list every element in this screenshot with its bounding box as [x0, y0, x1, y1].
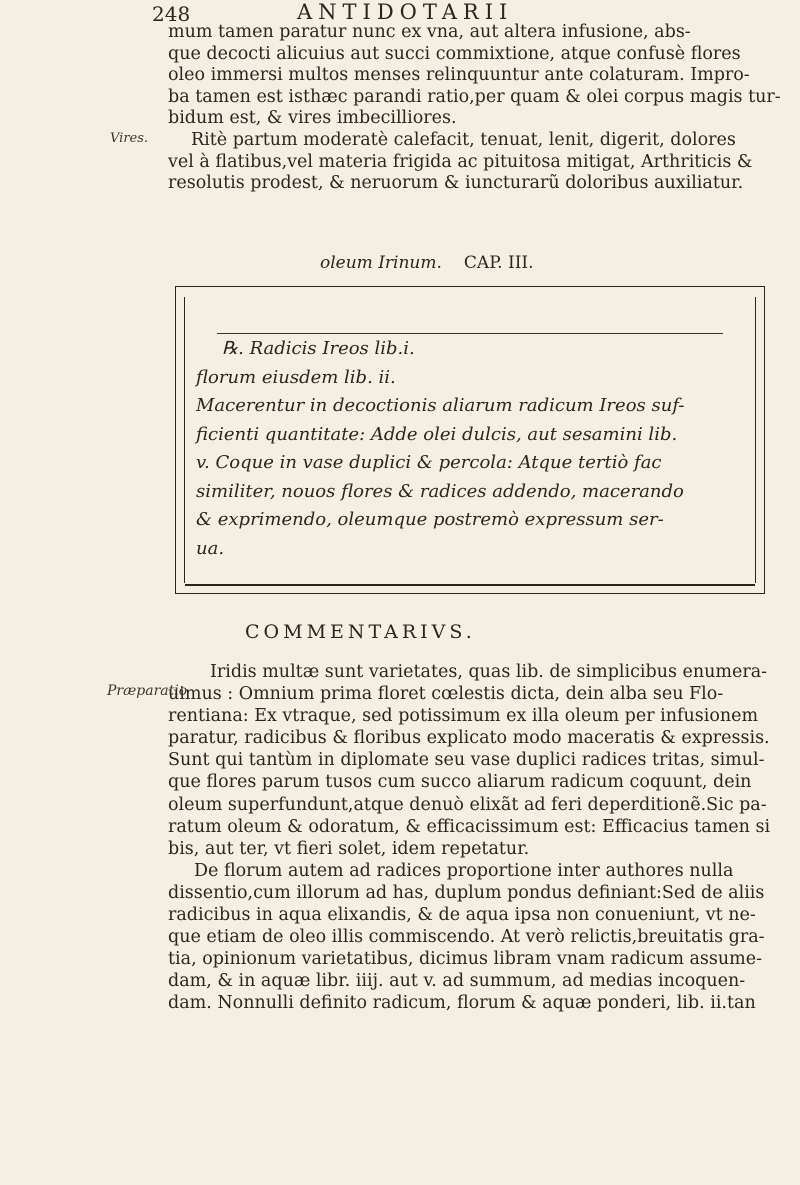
text-line: ba tamen est isthæc parandi ratio,per quam & olei corpus magis tur-: [168, 86, 781, 107]
recipe-line: v. Coque in vase duplici & percola: Atque tertiò fac: [196, 452, 662, 473]
text-line: Iridis multæ sunt varietates, quas lib. de simplicibus enumera-: [210, 662, 768, 682]
text-line: radicibus in aqua elixandis, & de aqua ipsa non conueniunt, vt ne-: [168, 905, 756, 926]
intro-paragraph: [168, 22, 781, 195]
recipe-line: & exprimendo, oleumque postremò expressum ser-: [196, 509, 664, 530]
text-line: dissentio,cum illorum ad has, duplum pondus definiant:Sed de aliis: [168, 882, 765, 903]
recipe-line: similiter, nouos flores & radices addendo, macerando: [196, 480, 684, 502]
text-line: vel à flatibus,vel materia frigida ac pituitosa mitigat, Arthriticis &: [168, 151, 753, 172]
chapter-name: oleum Irinum.: [320, 253, 442, 273]
text-line: uimus : Omnium prima floret cœlestis dicta, dein alba seu Flo-: [168, 684, 724, 705]
recipe-bottom-rule: [185, 584, 755, 586]
text-line: oleo immersi multos menses relinquuntur ante colaturam. Impro-: [168, 65, 750, 86]
page-number: 248: [152, 2, 191, 26]
text-line: que decocti alicuius aut succi commixtione, atque confusè flores: [168, 43, 741, 64]
recipe-line: ℞. Radicis Ireos lib.i.: [222, 338, 415, 359]
text-line: dam, & in aquæ libr. iiij. aut v. ad summum, ad medias incoquen-: [168, 971, 746, 992]
text-line: rentiana: Ex vtraque, sed potissimum ex illa oleum per infusionem: [168, 706, 759, 727]
running-title: ANTIDOTARII: [297, 0, 514, 24]
text-line: resolutis prodest, & neruorum & iuncturarũ doloribus auxiliatur.: [168, 173, 744, 194]
text-line: Sunt qui tantùm in diplomate seu vase duplici radices tritas, simul-: [168, 750, 765, 771]
text-line: dam. Nonnulli definito radicum, florum & aquæ ponderi, lib. ii.tan: [168, 993, 756, 1014]
recipe-line: ficienti quantitate: Adde olei dulcis, aut sesamini lib.: [196, 423, 678, 445]
text-line: que etiam de oleo illis commiscendo. At verò relictis,breuitatis gra-: [168, 927, 765, 948]
recipe-line: ua.: [196, 537, 225, 559]
text-line: ratum oleum & odoratum, & efficacissimum est: Efficacius tamen si: [168, 816, 771, 837]
recipe-line: Macerentur in decoctionis aliarum radicum Ireos suf-: [196, 395, 685, 416]
text-line: mum tamen paratur nunc ex vna, aut altera infusione, abs-: [168, 22, 691, 42]
margin-note-praeparatio: Præparatio: [107, 683, 188, 699]
commentary-heading: COMMENTARIVS.: [245, 621, 476, 643]
text-line: que flores parum tusos cum succo aliarum radicum coquunt, dein: [168, 772, 752, 793]
text-line: oleum superfundunt,atque denuò elixãt ad feri deperditionẽ.Sic pa-: [168, 794, 767, 815]
commentary-paragraph: [168, 661, 773, 1015]
margin-note-vires: Vires.: [110, 131, 149, 146]
text-line: De florum autem ad radices proportione inter authores nulla: [194, 860, 734, 881]
recipe-top-rule: [217, 333, 723, 334]
text-line: bis, aut ter, vt fieri solet, idem repetatur.: [168, 838, 530, 859]
text-line: bidum est, & vires imbecilliores.: [168, 108, 457, 129]
text-line: paratur, radicibus & floribus explicato modo maceratis & expressis.: [168, 728, 770, 749]
chapter-heading: [320, 253, 534, 273]
chapter-number: CAP. III.: [463, 253, 534, 273]
text-line: tia, opinionum varietatibus, dicimus libram vnam radicum assume-: [168, 949, 763, 970]
text-line: Ritè partum moderatè calefacit, tenuat, lenit, digerit, dolores: [191, 129, 736, 150]
recipe-line: florum eiusdem lib. ii.: [196, 366, 396, 388]
recipe-text: [196, 335, 746, 563]
